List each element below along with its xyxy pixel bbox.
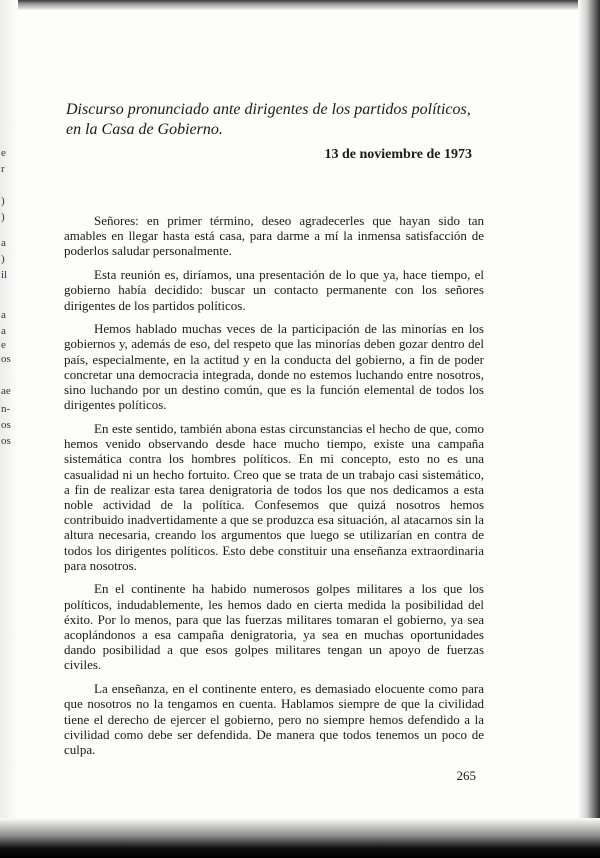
margin-fragment: a — [1, 237, 6, 249]
paragraph: La enseñanza, en el continente entero, es demasiado elocuente como para que nosotros no la tengamos en cuenta. Hablamos siempre de que la civilidad tiene el derecho de ejercer el gobierno, pero no siempre hemos defendido a la civilidad como debe ser defendida. De manera que todos tenemos un poco de culpa. — [64, 681, 484, 757]
bottom-scan-shadow — [0, 818, 600, 858]
margin-fragment: a — [1, 309, 6, 321]
margin-fragment: ) — [1, 211, 5, 223]
paragraph: En el continente ha habido numerosos golpes militares a los que los políticos, indudablemente, les hemos dado en cierta medida la posibilidad del éxito. Por lo menos, para que las fuerzas militares tomaran el gobierno, ya sea acoplándonos a esa campaña denigratoria, ya sea en muchas oportunidades dando posibilidad a que esos golpes militares tengan un apoyo de fuerzas civiles. — [64, 581, 484, 673]
margin-fragment: os — [1, 435, 11, 447]
page-number: 265 — [456, 768, 476, 783]
margin-fragment: e — [1, 339, 6, 351]
margin-fragment: il — [1, 269, 8, 281]
margin-fragment: r — [1, 163, 5, 175]
margin-fragment: ) — [1, 195, 5, 207]
top-scan-shadow — [0, 0, 600, 10]
right-scan-edge — [578, 0, 600, 858]
paragraph: Señores: en primer término, deseo agradecerles que hayan sido tan amables en llegar hasta está casa, para darme a mí la inmensa satisfacción de poderlos saludar personalmente. — [64, 213, 484, 259]
margin-fragment: a — [1, 325, 6, 337]
speech-date: 13 de noviembre de 1973 — [324, 147, 472, 162]
speech-heading: Discurso pronunciado ante dirigentes de los partidos políticos, en la Casa de Gobierno. — [66, 101, 471, 138]
margin-fragment: ) — [1, 253, 5, 265]
paragraph: Hemos hablado muchas veces de la participación de las minorías en los gobiernos y, además de eso, del respeto que las minorías deben gozar dentro del país, especialmente, en la actitud y en la conducta del gobierno, a fin de poder concretar una democracia integrada, donde no estemos luchando entre nosotros, sino luchando por un destino común, que es la función elemental de todos los dirigentes políticos. — [64, 321, 484, 413]
margin-fragment: ae — [1, 385, 11, 397]
speech-body — [64, 213, 484, 766]
margin-fragment: os — [1, 353, 11, 365]
paragraph: En este sentido, también abona estas circunstancias el hecho de que, como hemos venido observando desde hace mucho tiempo, existe una campaña sistemática contra los hombres políticos. En mi concepto, esto no es una casualidad ni un hecho fortuito. Creo que se trata de un trabajo casi sistemático, a fin de realizar esta tarea denigratoria de todos los que nos dedicamos a esta noble actividad de la política. Confesemos que quizá nosotros hemos contribuido inadvertidamente a que se produzca esa situación, al atacarnos sin la altura necesaria, creando los argumentos que luego se utilizarían en contra de todos los dirigentes políticos. Esto debe constituir una enseñanza extraordinaria para nosotros. — [64, 420, 484, 573]
margin-fragment: e — [1, 147, 6, 159]
margin-fragment: n- — [1, 403, 11, 415]
margin-fragment: os — [1, 419, 11, 431]
paragraph: Esta reunión es, diríamos, una presentación de lo que ya, hace tiempo, el gobierno había decidido: buscar un contacto permanente con los señores dirigentes de los partidos políticos. — [64, 267, 484, 313]
